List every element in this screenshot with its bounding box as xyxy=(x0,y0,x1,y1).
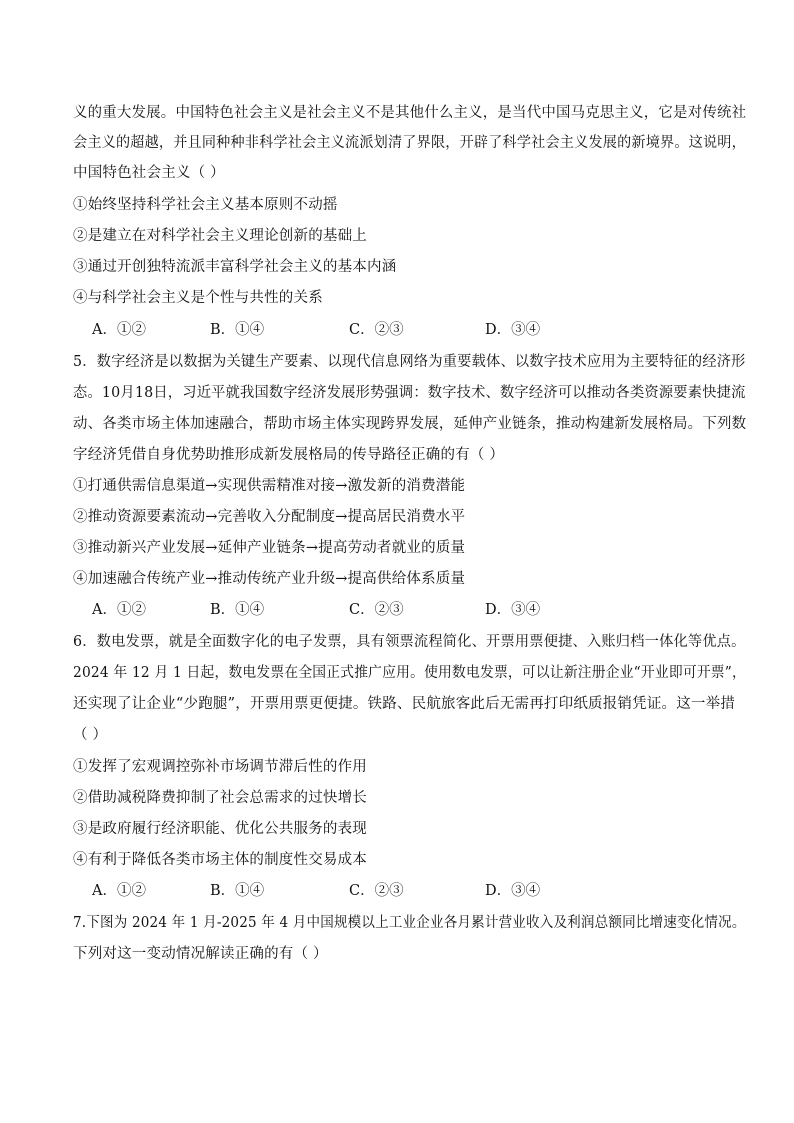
q5-statement: ④加速融合传统产业→推动传统产业升级→提高供给体系质量 xyxy=(73,571,466,587)
q6-statement: ④有利于降低各类市场主体的制度性交易成本 xyxy=(73,852,367,868)
q4-option-d: D．③④ xyxy=(485,322,541,338)
q6-text-line: 6．数电发票，就是全面数字化的电子发票，具有领票流程简化、开票用票便捷、入账归档一体化等优点。 xyxy=(73,634,746,650)
q6-option-a: A．①② xyxy=(92,883,146,899)
q7-text-line: 7.下图为 2024 年 1 月-2025 年 4 月中国规模以上工业企业各月累计营业收入及利润总额同比增速变化情况。 xyxy=(73,915,746,931)
q4-option-a: A．①② xyxy=(92,322,146,338)
q5-option-c: C．②③ xyxy=(349,602,404,618)
q6-option-b: B．①④ xyxy=(210,883,265,899)
q6-statement: ③是政府履行经济职能、优化公共服务的表现 xyxy=(73,821,367,837)
q5-text-line: 5．数字经济是以数据为关键生产要素、以现代信息网络为重要载体、以数字技术应用为主要特征的经济形 xyxy=(73,354,746,370)
q6-option-c: C．②③ xyxy=(349,883,404,899)
q6-text-line: （ ） xyxy=(73,727,108,743)
q5-statement: ①打通供需信息渠道→实现供需精准对接→激发新的消费潜能 xyxy=(73,478,466,494)
q6-option-d: D．③④ xyxy=(485,883,541,899)
q4-statement: ②是建立在对科学社会主义理论创新的基础上 xyxy=(73,228,367,244)
q4-option-b: B．①④ xyxy=(210,322,265,338)
q6-text-line: 2024 年 12 月 1 日起，数电发票在全国正式推广应用。使用数电发票，可以让新注册企业“开业即可开票”， xyxy=(73,665,746,681)
q5-statement: ③推动新兴产业发展→延伸产业链条→提高劳动者就业的质量 xyxy=(73,540,466,556)
q4-text-line: 中国特色社会主义（ ） xyxy=(73,165,225,181)
q6-statement: ①发挥了宏观调控弥补市场调节滞后性的作用 xyxy=(73,759,367,775)
q5-option-a: A．①② xyxy=(92,602,146,618)
q4-statement: ③通过开创独特流派丰富科学社会主义的基本内涵 xyxy=(73,259,397,275)
q4-text-line: 义的重大发展。中国特色社会主义是社会主义不是其他什么主义，是当代中国马克思主义，它是对传统社 xyxy=(73,105,747,121)
q5-option-d: D．③④ xyxy=(485,602,541,618)
q4-option-c: C．②③ xyxy=(349,322,404,338)
q5-text-line: 动、各类市场主体加速融合，帮助市场主体实现跨界发展，延伸产业链条，推动构建新发展格局。下列数 xyxy=(73,416,747,432)
q6-statement: ②借助减税降费抑制了社会总需求的过快增长 xyxy=(73,790,367,806)
q5-text-line: 态。10月18日，习近平就我国数字经济发展形势强调：数字技术、数字经济可以推动各类资源要素快捷流 xyxy=(73,385,746,401)
q4-statement: ④与科学社会主义是个性与共性的关系 xyxy=(73,290,323,306)
q4-statement: ①始终坚持科学社会主义基本原则不动摇 xyxy=(73,197,338,213)
q7-text-line: 下列对这一变动情况解读正确的有（ ） xyxy=(73,946,328,962)
q5-statement: ②推动资源要素流动→完善收入分配制度→提高居民消费水平 xyxy=(73,509,466,525)
q5-option-b: B．①④ xyxy=(210,602,265,618)
q4-text-line: 会主义的超越，并且同种种非科学社会主义流派划清了界限，开辟了科学社会主义发展的新境界。这说明， xyxy=(73,135,746,151)
q6-text-line: 还实现了让企业“少跑腿”，开票用票更便捷。铁路、民航旅客此后无需再打印纸质报销凭证。这一举措 xyxy=(73,696,736,712)
q5-text-line: 字经济凭借自身优势助推形成新发展格局的传导路径正确的有（ ） xyxy=(73,447,505,463)
